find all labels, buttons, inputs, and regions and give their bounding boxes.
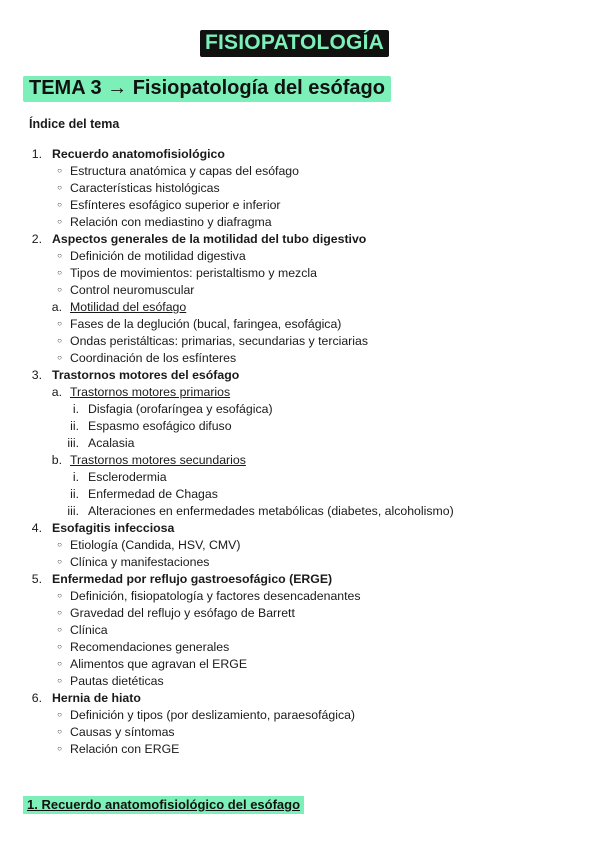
list-marker: ii.: [70, 419, 79, 433]
toc-subitem: [0, 350, 600, 367]
toc-subsubitem: [0, 469, 600, 486]
toc-item-text: Espasmo esofágico difuso: [88, 419, 232, 433]
list-marker: a.: [51, 300, 62, 314]
toc-subsubitem: [0, 503, 600, 520]
toc-section-item: [0, 520, 600, 537]
index-heading: Índice del tema: [29, 117, 120, 131]
bullet-icon: ○: [57, 336, 62, 345]
toc-section-item: [0, 231, 600, 248]
toc-item-text: Disfagia (orofaríngea y esofágica): [88, 402, 273, 416]
bullet-icon: ○: [57, 319, 62, 328]
toc-subitem: [0, 248, 600, 265]
toc-item-text: Recuerdo anatomofisiológico: [52, 147, 225, 161]
toc-subsubitem: [0, 401, 600, 418]
list-marker: a.: [51, 385, 62, 399]
bullet-icon: ○: [57, 200, 62, 209]
toc-item-text: Enfermedad por reflujo gastroesofágico (ERGE): [52, 572, 333, 586]
toc-subitem: [0, 384, 600, 401]
toc-item-text: Alimentos que agravan el ERGE: [70, 657, 248, 671]
toc-section-item: [0, 367, 600, 384]
list-marker: 1.: [31, 147, 42, 161]
toc-item-text: Trastornos motores secundarios: [70, 453, 246, 467]
bullet-icon: ○: [57, 183, 62, 192]
list-marker: 2.: [31, 232, 42, 246]
toc-item-text: Tipos de movimientos: peristaltismo y mezcla: [70, 266, 317, 280]
toc-item-text: Esclerodermia: [88, 470, 167, 484]
toc-subitem: [0, 180, 600, 197]
toc-subitem: [0, 605, 600, 622]
bullet-icon: ○: [57, 166, 62, 175]
toc-item-text: Trastornos motores del esófago: [52, 368, 240, 382]
list-marker: iii.: [67, 504, 79, 518]
toc-item-text: Relación con mediastino y diafragma: [70, 215, 272, 229]
toc-item-text: Control neuromuscular: [70, 283, 195, 297]
toc-item-text: Esfínteres esofágico superior e inferior: [70, 198, 281, 212]
toc-item-text: Clínica: [70, 623, 108, 637]
topic-title: TEMA 3 → Fisiopatología del esófago: [23, 76, 391, 102]
toc-item-text: Alteraciones en enfermedades metabólicas (diabetes, alcoholismo): [88, 504, 454, 518]
toc-item-text: Etiología (Candida, HSV, CMV): [70, 538, 241, 552]
toc-item-text: Coordinación de los esfínteres: [70, 351, 237, 365]
bullet-icon: ○: [57, 268, 62, 277]
bullet-icon: ○: [57, 744, 62, 753]
list-marker: i.: [72, 470, 79, 484]
toc-item-text: Recomendaciones generales: [70, 640, 230, 654]
bullet-icon: ○: [57, 557, 62, 566]
bullet-icon: ○: [57, 353, 62, 362]
list-marker: b.: [51, 453, 62, 467]
bullet-icon: ○: [57, 642, 62, 651]
toc-subitem: [0, 588, 600, 605]
toc-item-text: Fases de la deglución (bucal, faringea, esofágica): [70, 317, 342, 331]
bullet-icon: ○: [57, 251, 62, 260]
toc-item-text: Causas y síntomas: [70, 725, 175, 739]
bullet-icon: ○: [57, 285, 62, 294]
table-of-contents: [0, 146, 600, 758]
list-marker: i.: [72, 402, 79, 416]
bullet-icon: ○: [57, 608, 62, 617]
list-marker: iii.: [67, 436, 79, 450]
toc-subitem: [0, 214, 600, 231]
toc-subitem: [0, 554, 600, 571]
toc-subitem: [0, 707, 600, 724]
toc-subitem: [0, 316, 600, 333]
toc-item-text: Hernia de hiato: [52, 691, 141, 705]
bullet-icon: ○: [57, 659, 62, 668]
toc-item-text: Gravedad del reflujo y esófago de Barrett: [70, 606, 295, 620]
toc-subitem: [0, 299, 600, 316]
toc-item-text: Definición y tipos (por deslizamiento, paraesofágica): [70, 708, 356, 722]
toc-subitem: [0, 333, 600, 350]
list-marker: 4.: [31, 521, 42, 535]
toc-subitem: [0, 197, 600, 214]
list-marker: 5.: [31, 572, 42, 586]
list-marker: ii.: [70, 487, 79, 501]
toc-item-text: Aspectos generales de la motilidad del tubo digestivo: [52, 232, 367, 246]
toc-item-text: Motilidad del esófago: [70, 300, 187, 314]
bullet-icon: ○: [57, 217, 62, 226]
toc-item-text: Definición, fisiopatología y factores desencadenantes: [70, 589, 361, 603]
toc-subitem: [0, 452, 600, 469]
toc-section-item: [0, 690, 600, 707]
toc-item-text: Ondas peristálticas: primarias, secundarias y terciarias: [70, 334, 368, 348]
toc-subsubitem: [0, 435, 600, 452]
bullet-icon: ○: [57, 625, 62, 634]
toc-item-text: Clínica y manifestaciones: [70, 555, 210, 569]
toc-subsubitem: [0, 486, 600, 503]
toc-item-text: Acalasia: [88, 436, 135, 450]
toc-item-text: Enfermedad de Chagas: [88, 487, 218, 501]
bullet-icon: ○: [57, 727, 62, 736]
toc-item-text: Definición de motilidad digestiva: [70, 249, 246, 263]
toc-subitem: [0, 622, 600, 639]
toc-item-text: Trastornos motores primarios: [70, 385, 231, 399]
list-marker: 3.: [31, 368, 42, 382]
bullet-icon: ○: [57, 540, 62, 549]
toc-subsubitem: [0, 418, 600, 435]
toc-subitem: [0, 639, 600, 656]
bullet-icon: ○: [57, 676, 62, 685]
bullet-icon: ○: [57, 591, 62, 600]
list-marker: 6.: [31, 691, 42, 705]
toc-section-item: [0, 571, 600, 588]
toc-subitem: [0, 656, 600, 673]
toc-item-text: Esofagitis infecciosa: [52, 521, 175, 535]
toc-subitem: [0, 282, 600, 299]
toc-subitem: [0, 265, 600, 282]
section-heading: 1. Recuerdo anatomofisiológico del esófago: [23, 796, 304, 814]
toc-subitem: [0, 163, 600, 180]
toc-subitem: [0, 537, 600, 554]
page-title: FISIOPATOLOGÍA: [200, 30, 389, 57]
toc-section-item: [0, 146, 600, 163]
toc-item-text: Estructura anatómica y capas del esófago: [70, 164, 299, 178]
toc-item-text: Relación con ERGE: [70, 742, 180, 756]
toc-subitem: [0, 741, 600, 758]
toc-item-text: Pautas dietéticas: [70, 674, 164, 688]
toc-subitem: [0, 673, 600, 690]
toc-item-text: Características histológicas: [70, 181, 220, 195]
toc-subitem: [0, 724, 600, 741]
bullet-icon: ○: [57, 710, 62, 719]
